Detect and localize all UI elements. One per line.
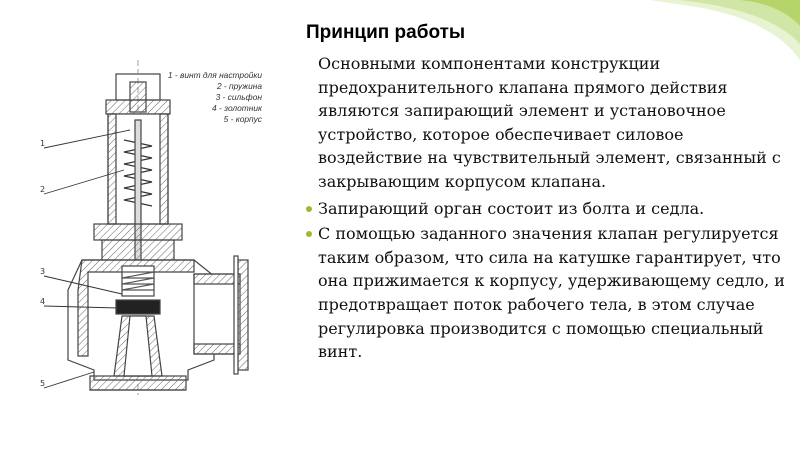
- bullet-list: [306, 197, 792, 364]
- bullet-item: [306, 222, 792, 364]
- callout-4: 4: [40, 297, 46, 306]
- corner-decoration: [650, 0, 800, 60]
- callout-5: 5: [40, 379, 46, 388]
- bullet-text: С помощью заданного значения клапан регулируется таким образом, что сила на катушке гарантирует, что она прижимается к корпусу, удерживающему седло, и предотвращает поток рабочего тела, в этом случае регулировка производится с помощью специальный винт.: [318, 224, 785, 362]
- bullet-item: [306, 197, 792, 221]
- legend-item: 4 - золотник: [212, 102, 262, 113]
- callout-3: 3: [40, 267, 46, 276]
- callout-1: 1: [40, 139, 46, 148]
- legend-item: 5 - корпус: [223, 113, 262, 124]
- diagram-legend: [166, 70, 262, 125]
- intro-paragraph: Основными компонентами конструкции предохранительного клапана прямого действия являются запирающий элемент и установочное устройство, которое обеспечивает силовое воздействие на чувствительный элемент, связанный с закрывающим корпусом клапана.: [318, 54, 781, 191]
- slide-body: [306, 52, 792, 366]
- legend-item: 1 - винт для настройки: [167, 70, 262, 80]
- bullet-dot-icon: [306, 231, 312, 237]
- callout-2: 2: [40, 185, 46, 194]
- bullet-text: Запирающий орган состоит из болта и седла.: [318, 198, 705, 218]
- bullet-dot-icon: [306, 206, 312, 212]
- legend-item: 2 - пружина: [216, 80, 262, 91]
- legend-item: 3 - сильфон: [215, 91, 262, 102]
- slide-title: Принцип работы: [306, 22, 466, 43]
